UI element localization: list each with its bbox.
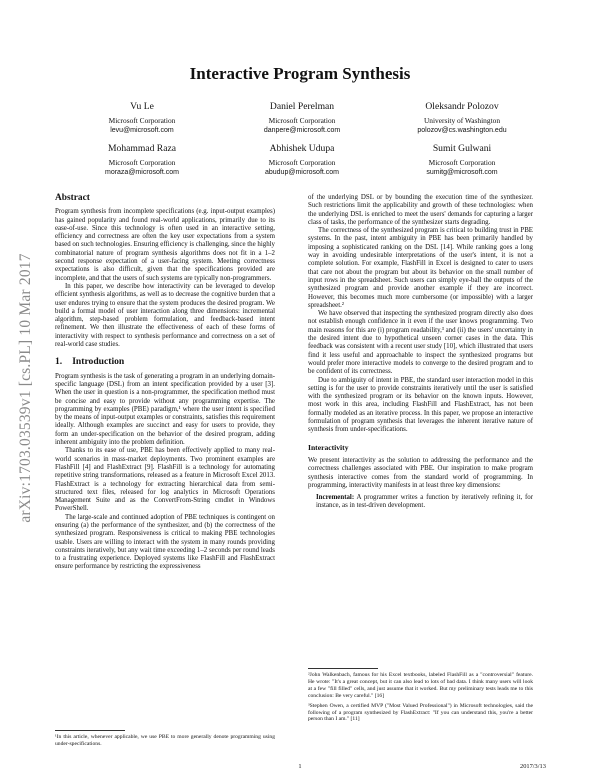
author-name: Sumit Gulwani	[432, 143, 492, 154]
footnote-1: ¹In this article, whenever applicable, we use PBE to more generally denote programming using under-specifications.	[55, 734, 275, 747]
author-email: levu@microsoft.com	[110, 127, 174, 134]
author-2	[222, 102, 382, 137]
author-affiliation: Microsoft Corporation	[108, 115, 176, 125]
arxiv-identifier	[0, 0, 52, 776]
left-footnotes	[55, 722, 275, 751]
author-name: Oleksandr Polozov	[425, 101, 499, 112]
footnote-2: ²John Walkenbach, famous for his Excel textbooks, labeled FlashFill as a "controversial" feature. He wrote: "It's a great concept, but it can also lead to lots of bad data. I think many users will look at a few "fill filled" cells, and just assume that it worked. But my preliminary tests leads me to this conclusion: Be very careful." [16]	[308, 672, 533, 699]
author-email: moraza@microsoft.com	[104, 169, 179, 176]
paper-title: Interactive Program Synthesis	[189, 64, 411, 83]
footnote-3: ³Stephen Owen, a certified MVP ("Most Valued Professional") in Microsoft technologies, said the following of a program synthesized by FlashExtract: "If you can understand this, you're a better person than I am." [11]	[308, 702, 533, 723]
author-name: Abhishek Udupa	[269, 143, 335, 154]
interactivity-paragraph: We present interactivity as the solution to addressing the performance and the correctness challenges associated with PBE. Our inspiration to make program synthesis interactive comes from the standard world of programming. In programming, interactivity manifests in at least three key dimensions:	[308, 456, 533, 489]
incremental-item	[308, 494, 533, 511]
author-name: Daniel Perelman	[269, 101, 335, 112]
author-affiliation: Microsoft Corporation	[268, 157, 336, 167]
right-column	[308, 194, 533, 511]
right-footnotes	[308, 660, 533, 726]
footnote-divider	[55, 730, 125, 731]
intro-paragraph-3: The large-scale and continued adoption of PBE techniques is contingent on ensuring (a) the performance of the synthesizer, and (b) the correctness of the synthesized program. Responsiveness is critical to making PBE technologies usable. Users are willing to interact with the system in many rounds providing constraints iteratively, but any wait time exceeding 1–2 seconds per round leads to a frustrating experience. Deployed systems like FlashFill and FlashExtract ensure performance by restricting the expressiveness	[55, 513, 275, 571]
author-name: Vu Le	[130, 101, 154, 112]
right-paragraph-3: Due to ambiguity of intent in PBE, the standard user interaction model in this setting is for the user to provide constraints iteratively until the user is satisfied with the synthesized program or its behavior on the known inputs. However, most work in this area, including FlashFill and FlashExtract, has not been formally modeled as an iterative process. In this paper, we propose an interactive formulation of program synthesis that leverages the inherent iterative nature of synthesis from under-specifications.	[308, 376, 533, 434]
author-1	[62, 102, 222, 137]
author-5	[222, 144, 382, 179]
author-affiliation: Microsoft Corporation	[108, 157, 176, 167]
arxiv-identifier-text: arXiv:1703.03539v1 [cs.PL] 10 Mar 2017	[17, 253, 34, 523]
introduction-heading	[55, 358, 275, 366]
footnote-divider	[308, 668, 378, 669]
author-name: Mohammad Raza	[108, 143, 176, 154]
right-paragraph-1: The correctness of the synthesized program is critical to building trust in PBE systems. In the past, intent ambiguity in PBE has been primarily handled by imposing a sophisticated ranking on the DSL [14]. While ranking goes a long way in avoiding undesirable interpretations of the user's intent, it is not a complete solution. For example, FlashFill in Excel is designed to cater to users that care not about the program but about its behavior on the small number of input rows in the spreadsheet. Such users can simply eye-ball the outputs of the synthesized program and provide another example if they are incorrect. However, this becomes much more cumbersome (or impossible) with a larger spreadsheet.²	[308, 227, 533, 309]
right-paragraph-2: We have observed that inspecting the synthesized program directly also does not establish enough confidence in it even if the user knows programming. Two main reasons for this are (i) program readability,³ and (ii) the users' uncertainty in the desired intent due to hypothetical unseen corner cases in the data. This feedback was consistent with a recent user study [10], which illustrated that users find it less useful and approachable to inspect the synthesized programs but would prefer more interactive models to converge to the desired program and to be confident of its correctness.	[308, 310, 533, 376]
author-affiliation: University of Washington	[423, 115, 501, 125]
intro-paragraph-1: Program synthesis is the task of generating a program in an underlying domain-specific language (DSL) from an intent specification provided by a user [3]. When the user in question is a non-programmer, the specification method must be concise and easy to provide without any programming expertise. The programming by examples (PBE) paradigm,¹ where the user intent is specified by the means of input-output examples or constraints, satisfies this requirement ideally. Although examples are succinct and easy for users to provide, they form an under-specification on the behavior of the desired program, adding inherent ambiguity into the problem definition.	[55, 372, 275, 447]
incremental-label: Incremental:	[316, 494, 355, 502]
author-4	[62, 144, 222, 179]
footer-date: 2017/3/13	[520, 763, 546, 770]
interactivity-heading: Interactivity	[308, 442, 349, 452]
author-3	[382, 102, 542, 137]
intro-paragraph-2: Thanks to its ease of use, PBE has been effectively applied to many real-world scenarios in mass-market deployments. Two prominent examples are FlashFill [4] and FlashExtract [9]. FlashFill is a technology for automating repetitive string transformations, released as a feature in Microsoft Excel 2013. FlashExtract is a technology for extracting hierarchical data from semi-structured text files, released for log analytics in Microsoft Operations Management Suite and as the ConvertFrom-String cmdlet in Windows PowerShell.	[55, 447, 275, 513]
incremental-text: A programmer writes a function by iteratively refining it, for instance, as in test-driven development.	[316, 494, 533, 510]
abstract-paragraph-2: In this paper, we describe how interactivity can be leveraged to develop efficient synthesis algorithms, as well as to decrease the cognitive burden that a user endures trying to ensure that the system produces the desired program. We build a formal model of user interaction along three dimensions: incremental algorithm, step-based problem formulation, and feedback-based intent refinement. We then illustrate the effectiveness of each of these forms of interactivity with respect to synthesis performance and correctness on a set of real-world case studies.	[55, 282, 275, 349]
author-email: polozov@cs.washington.edu	[417, 127, 507, 134]
abstract-heading: Abstract	[55, 193, 90, 203]
abstract-paragraph-1: Program synthesis from incomplete specifications (e.g. input-output examples) has gained popularity and found real-world applications, primarily due to its ease-of-use. Since this technology is often used in an interactive setting, efficiency and correctness are often the key user expectations from a system based on such technologies. Ensuring efficiency is challenging, since the highly combinatorial nature of program synthesis algorithms does not fit in a 1–2 second response expectation of a user-facing system. Meeting correctness expectations is also difficult, given that the specifications provided are incomplete, and that the users of such systems are typically non-programmers.	[55, 208, 275, 282]
author-6	[382, 144, 542, 179]
left-column	[55, 194, 275, 572]
author-affiliation: Microsoft Corporation	[428, 157, 496, 167]
author-email: sumitg@microsoft.com	[426, 169, 498, 176]
author-email: danpere@microsoft.com	[263, 127, 341, 134]
section-number: 1.	[55, 356, 63, 368]
author-email: abudup@microsoft.com	[264, 169, 340, 176]
section-title: Introduction	[72, 356, 125, 368]
author-affiliation: Microsoft Corporation	[268, 115, 336, 125]
page-number: 1	[298, 763, 302, 770]
right-paragraph-0: of the underlying DSL or by bounding the execution time of the synthesizer. Such restrictions limit the applicability and growth of these technologies: when the underlying DSL is enriched to meet the users' demands for capturing a larger class of tasks, the performance of the synthesizer starts degrading.	[308, 194, 533, 226]
